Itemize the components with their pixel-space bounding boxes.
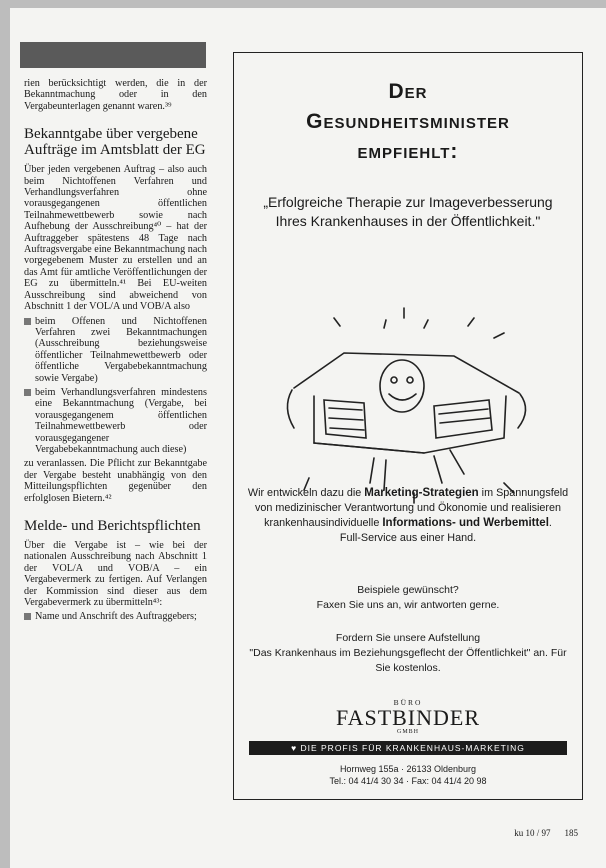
ad-examples <box>246 583 570 613</box>
section-heading-melde: Melde- und Berichtspflichten <box>24 518 201 534</box>
heart-icon: ♥ <box>291 743 298 753</box>
intro-paragraph: rien berücksichtigt werden, die in der Bekanntmachung oder in den Vergabeunterlagen genannt waren.³⁹ <box>24 78 207 112</box>
list-item <box>24 387 207 455</box>
ad-pitch <box>246 486 570 546</box>
banner-text: DIE PROFIS FÜR KRANKENHAUS-MARKETING <box>300 743 525 753</box>
paragraph-bekanntgabe: Über jeden vergebenen Auftrag – also auch beim Nichtoffenen Verfahren und Verhandlungsverfahren ohne vorausgegangenen öffentlichen Teilnahmewettbewerb sowie nach Aufhebung der Ausschreibung⁴⁰ – hat der Auftraggeber spätestens 48 Tage nach Auftragsvergabe eine Bekanntmachung nach vorgegebenem Muster zu erstellen und an das Amt für amtliche Veröffentlichungen der EG zu übermitteln.⁴¹ Bei EU-weiten Ausschreibung sind abweichend von Abschnitt 1 der VOL/A und VOB/A also <box>24 164 207 313</box>
logo-fastbinder: FASTBINDER <box>335 705 481 730</box>
smiling-hospital-illustration <box>274 278 544 508</box>
examples-line: Beispiele gewünscht? <box>357 584 459 596</box>
address-line: Hornweg 155a · 26133 Oldenburg <box>339 764 477 774</box>
scan-left-edge <box>0 8 10 868</box>
left-text-column <box>24 78 207 623</box>
pitch-text: Wir entwickeln dazu die <box>247 487 365 499</box>
list-item <box>24 316 207 384</box>
contact-line: Tel.: 04 41/4 30 34 · Fax: 04 41/4 20 98 <box>329 776 487 786</box>
examples-line: Faxen Sie uns an, wir antworten gerne. <box>316 599 500 611</box>
list-item <box>24 611 207 622</box>
advertisement-box <box>233 52 583 800</box>
logo-gmbh: GMBH <box>396 729 419 735</box>
ad-headline-line: Gesundheitsminister <box>306 110 510 133</box>
column-top-bar <box>20 42 206 68</box>
ad-request <box>246 631 570 676</box>
section-heading-bekanntgabe: Bekanntgabe über vergebene Aufträge im Amtsblatt der EG <box>24 126 206 159</box>
paragraph-melde: Über die Vergabe ist – wie bei der nationalen Ausschreibung nach Abschnitt 1 der VOL/A und VOB/A – ein Vergabevermerk zu fertigen. Auf Verlangen der Kommission sind dieser aus dem Vergabevermerk zu übermitteln⁴³: <box>24 540 207 609</box>
ad-quote: „Erfolgreiche Therapie zur Imageverbesserung Ihres Krankenhauses in der Öffentlichkeit." <box>263 194 553 229</box>
bullet-square-icon <box>24 318 31 325</box>
pitch-highlight: Informations- und Werbemittel <box>382 517 549 529</box>
logo-buero: BÜRO <box>393 698 423 707</box>
list-item-text: beim Verhandlungsverfahren mindestens eine Bekanntmachung (Vergabe, bei vorausgegangenem öffentlichen Teilnahmewettbewerb oder vorausgegangener Vergabebekanntmachung auch diese) <box>35 386 207 455</box>
pitch-text: . <box>548 517 552 529</box>
scan-top-edge <box>0 0 606 8</box>
ad-banner <box>249 741 567 755</box>
list-item-text: beim Offenen und Nichtoffenen Verfahren zwei Bekanntmachungen (Ausschreibung beziehungsweise öffentlicher Teilnahmewettbewerb oder öffentliche Vergabebekanntmachung sowie Vergabe) <box>35 315 207 384</box>
pitch-text: im Spannungsfeld von medizinischer Verantwortung und Ökonomie und realisieren krankenhausindividuelle <box>254 487 569 529</box>
request-line: "Das Krankenhaus im Beziehungsgeflecht der Öffentlichkeit" an. Für Sie kostenlos. <box>249 647 567 674</box>
page-footer <box>514 828 578 838</box>
page-number: 185 <box>564 828 578 838</box>
bullet-square-icon <box>24 389 31 396</box>
request-line: Fordern Sie unsere Aufstellung <box>335 632 481 644</box>
list-item-text: Name und Anschrift des Auftraggebers; <box>35 611 197 623</box>
ad-headline-line: Der <box>388 80 428 103</box>
ad-headline-line: empfiehlt: <box>357 140 459 163</box>
paragraph-pflicht: zu veranlassen. Die Pflicht zur Bekanntgabe der Vergabe besteht unabhängig von den Mitteilungspflichten gegenüber den erfolglosen Bietern.⁴² <box>24 458 207 504</box>
pitch-highlight: Marketing-Strategien <box>364 487 479 499</box>
ad-headline <box>234 77 582 167</box>
journal-issue: ku 10 / 97 <box>514 828 551 838</box>
ad-address <box>234 763 582 787</box>
pitch-full-service: Full-Service aus einer Hand. <box>339 532 477 544</box>
bullet-square-icon <box>24 613 31 620</box>
